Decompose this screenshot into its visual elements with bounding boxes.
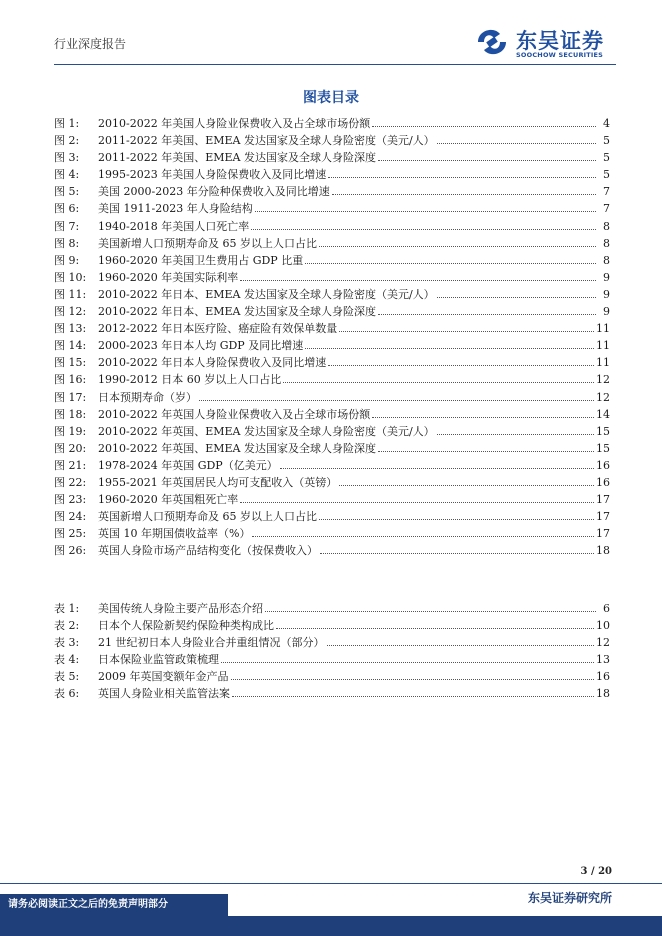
toc-entry[interactable] [54,389,610,406]
toc-entry[interactable] [54,617,610,634]
report-type-label: 行业深度报告 [54,37,127,51]
toc-entry-text: 2010-2022 年英国、EMEA 发达国家及全球人身险深度 [98,441,376,455]
toc-entry-text: 1995-2023 年美国人身险保费收入及同比增速 [98,168,327,182]
toc-leader-dots [240,492,594,503]
disclaimer-banner: 请务必阅读正文之后的免责声明部分 [0,894,228,916]
toc-entry-text: 2010-2022 年英国人身险业保费收入及占全球市场份额 [98,407,371,421]
toc-entry-label: 图 9: [54,253,80,267]
toc-entry-page: 11 [596,356,610,370]
toc-entry-text: 英国新增人口预期寿命及 65 岁以上人口占比 [98,510,317,524]
toc-entry-text: 1978-2024 年英国 GDP（亿美元） [98,458,278,472]
toc-entry-label: 图 13: [54,322,87,336]
toc-leader-dots [328,355,594,366]
toc-entry-label: 图 11: [54,287,87,301]
toc-entry-page: 4 [603,117,610,130]
toc-entry-page: 9 [603,270,610,284]
toc-entry-label: 表 6: [54,687,80,701]
toc-entry[interactable] [54,423,610,440]
toc-entry-text: 2010-2022 年英国、EMEA 发达国家及全球人身险密度（美元/人） [98,424,435,438]
toc-entry[interactable] [54,354,610,371]
toc-entry-text: 2009 年英国变额年金产品 [98,670,229,684]
toc-leader-dots [221,652,594,663]
toc-entry-label: 图 19: [54,424,87,438]
toc-leader-dots [378,441,594,452]
toc-leader-dots [305,253,596,264]
toc-entry-text: 日本预期寿命（岁） [98,390,197,404]
toc-entry-page: 9 [603,305,610,319]
toc-entry[interactable] [54,491,610,508]
toc-leader-dots [437,287,596,298]
toc-entry-text: 2010-2022 年日本、EMEA 发达国家及全球人身险深度 [98,305,376,319]
toc-entry-page: 5 [603,168,610,182]
toc-entry[interactable] [54,371,610,388]
toc-entry[interactable] [54,303,610,320]
toc-entry-text: 1960-2020 年美国实际利率 [98,270,239,284]
toc-entry[interactable] [54,252,610,269]
toc-leader-dots [252,526,594,537]
toc-entry[interactable] [54,651,610,668]
toc-entry-label: 图 18: [54,407,87,421]
toc-leader-dots [276,618,594,629]
toc-entry-text: 美国传统人身险主要产品形态介绍 [98,602,263,615]
toc-entry[interactable] [54,200,610,217]
company-logo [474,24,614,60]
toc-entry-text: 2010-2022 年日本、EMEA 发达国家及全球人身险密度（美元/人） [98,287,435,301]
toc-entry-page: 18 [596,687,610,701]
toc-leader-dots [320,543,594,554]
toc-entry-text: 英国 10 年期国债收益率（%） [98,527,251,541]
toc-leader-dots [437,424,594,435]
toc-entry-page: 18 [596,544,610,558]
footer-brand: 东吴证券研究所 [527,891,612,905]
toc-entry[interactable] [54,218,610,235]
toc-entry-label: 图 5: [54,185,80,199]
toc-leader-dots [372,407,594,418]
toc-entry-label: 图 17: [54,390,87,404]
toc-entry-label: 图 10: [54,270,87,284]
toc-entry-label: 图 3: [54,151,80,165]
toc-entry-label: 图 12: [54,305,87,319]
toc-leader-dots [231,669,595,680]
toc-entry-page: 16 [596,458,610,472]
toc-entry-page: 16 [596,670,610,684]
toc-entry-text: 21 世纪初日本人身险业合并重组情况（部分） [98,636,325,650]
toc-entry[interactable] [54,132,610,149]
toc-entry-text: 2011-2022 年美国、EMEA 发达国家及全球人身险深度 [98,151,376,165]
toc-leader-dots [305,338,594,349]
toc-leader-dots [199,390,594,401]
toc-entry-label: 图 16: [54,373,87,387]
toc-entry-text: 美国 1911-2023 年人身险结构 [98,202,253,216]
toc-leader-dots [240,270,596,281]
toc-leader-dots [232,686,594,697]
toc-entry[interactable] [54,337,610,354]
toc-entry-label: 表 1: [54,602,80,615]
toc-entry-label: 图 23: [54,493,87,507]
toc-entry-text: 2010-2022 年日本人身险保费收入及同比增速 [98,356,327,370]
toc-entry[interactable] [54,269,610,286]
toc-entry[interactable] [54,668,610,685]
toc-entry-text: 2012-2022 年日本医疗险、癌症险有效保单数量 [98,322,338,336]
toc-entry-text: 日本保险业监管政策梳理 [98,653,219,667]
toc-entry-page: 16 [596,475,610,489]
toc-entry-text: 2010-2022 年美国人身险业保费收入及占全球市场份额 [98,117,371,130]
toc-entry-page: 5 [603,134,610,148]
toc-entry[interactable] [54,440,610,457]
toc-leader-dots [251,219,596,230]
toc-entry-label: 图 20: [54,441,87,455]
toc-leader-dots [319,236,596,247]
toc-entry-label: 表 3: [54,636,80,650]
toc-entry-text: 1940-2018 年美国人口死亡率 [98,219,250,233]
toc-leader-dots [437,133,596,144]
toc-leader-dots [332,184,596,195]
toc-leader-dots [280,458,594,469]
toc-entry-label: 图 1: [54,117,80,130]
toc-entry[interactable] [54,685,610,702]
toc-entry[interactable] [54,183,610,200]
toc-leader-dots [378,304,596,315]
toc-entry[interactable] [54,166,610,183]
soochow-logo-icon [474,24,510,60]
toc-entry-text: 美国新增人口预期寿命及 65 岁以上人口占比 [98,236,317,250]
toc-entry-page: 8 [603,236,610,250]
toc-entry-page: 12 [596,636,610,650]
toc-entry-text: 1960-2020 年英国粗死亡率 [98,493,239,507]
toc-entry-text: 2011-2022 年美国、EMEA 发达国家及全球人身险密度（美元/人） [98,134,435,148]
toc-entry[interactable] [54,320,610,337]
toc-entry-label: 图 15: [54,356,87,370]
toc-leader-dots [372,116,596,127]
toc-leader-dots [319,509,594,520]
page-number: 3 / 20 [580,866,612,877]
toc-entry-text: 英国人身险市场产品结构变化（按保费收入） [98,544,318,558]
toc-leader-dots [339,321,594,332]
toc-leader-dots [283,372,594,383]
toc-entry-page: 8 [603,219,610,233]
toc-entry[interactable] [54,508,610,525]
toc-entry[interactable] [54,525,610,542]
toc-entry-text: 英国人身险业相关监管法案 [98,687,230,701]
toc-entry-page: 15 [596,424,610,438]
toc-entry[interactable] [54,457,610,474]
toc-entry-label: 图 7: [54,219,80,233]
toc-entry[interactable] [54,406,610,423]
toc-entry-text: 1990-2012 日本 60 岁以上人口占比 [98,373,282,387]
toc-entry-page: 17 [596,527,610,541]
toc-entry[interactable] [54,149,610,166]
toc-entry[interactable] [54,474,610,491]
toc-entry-label: 图 8: [54,236,80,250]
toc-entry-text: 2000-2023 年日本人均 GDP 及同比增速 [98,339,304,353]
toc-entry-page: 15 [596,441,610,455]
toc-leader-dots [339,475,594,486]
toc-entry-page: 17 [596,510,610,524]
toc-leader-dots [328,167,596,178]
logo-name-cn: 东吴证券 [516,29,604,53]
toc-entry-label: 图 4: [54,168,80,182]
toc-entry-label: 图 6: [54,202,80,216]
toc-entry-label: 表 2: [54,619,80,633]
toc-entry-page: 12 [596,373,610,387]
toc-entry-page: 9 [603,287,610,301]
toc-entry[interactable] [54,634,610,651]
toc-entry-page: 6 [603,602,610,615]
toc-entry-label: 图 24: [54,510,87,524]
toc-entry-text: 美国 2000-2023 年分险种保费收入及同比增速 [98,185,330,199]
toc-entry[interactable] [54,115,610,132]
toc-entry-page: 17 [596,493,610,507]
toc-entry-label: 图 14: [54,339,87,353]
bottom-bar [0,916,662,936]
toc-entry-page: 11 [596,339,610,353]
toc-entry-label: 表 5: [54,670,80,684]
toc-entry-page: 12 [596,390,610,404]
toc-entry-label: 图 26: [54,544,87,558]
header-divider [54,64,616,65]
toc-entry-label: 图 2: [54,134,80,148]
toc-entry-page: 13 [596,653,610,667]
toc-entry[interactable] [54,542,610,559]
toc-entry-label: 表 4: [54,653,80,667]
toc-entry[interactable] [54,600,610,617]
toc-entry-page: 7 [603,185,610,199]
toc-entry-label: 图 25: [54,527,87,541]
logo-name-en: SOOCHOW SECURITIES [516,51,604,59]
toc-entry-page: 11 [596,322,610,336]
toc-entry-page: 14 [596,407,610,421]
toc-entry-page: 5 [603,151,610,165]
toc-entry-label: 图 22: [54,475,87,489]
toc-leader-dots [255,201,596,212]
toc-entry-text: 1955-2021 年英国居民人均可支配收入（英镑） [98,475,338,489]
toc-leader-dots [265,601,596,612]
figure-list [54,115,610,559]
toc-entry-page: 10 [596,619,610,633]
footer-divider [0,883,662,884]
toc-leader-dots [327,635,595,646]
toc-entry-page: 7 [603,202,610,216]
toc-entry-page: 8 [603,253,610,267]
toc-title: 图表目录 [303,90,359,106]
toc-entry-text: 日本个人保险新契约保险种类构成比 [98,619,274,633]
toc-entry[interactable] [54,286,610,303]
toc-leader-dots [378,150,596,161]
toc-entry-label: 图 21: [54,458,87,472]
toc-entry[interactable] [54,235,610,252]
toc-entry-text: 1960-2020 年美国卫生费用占 GDP 比重 [98,253,304,267]
table-list [54,600,610,703]
